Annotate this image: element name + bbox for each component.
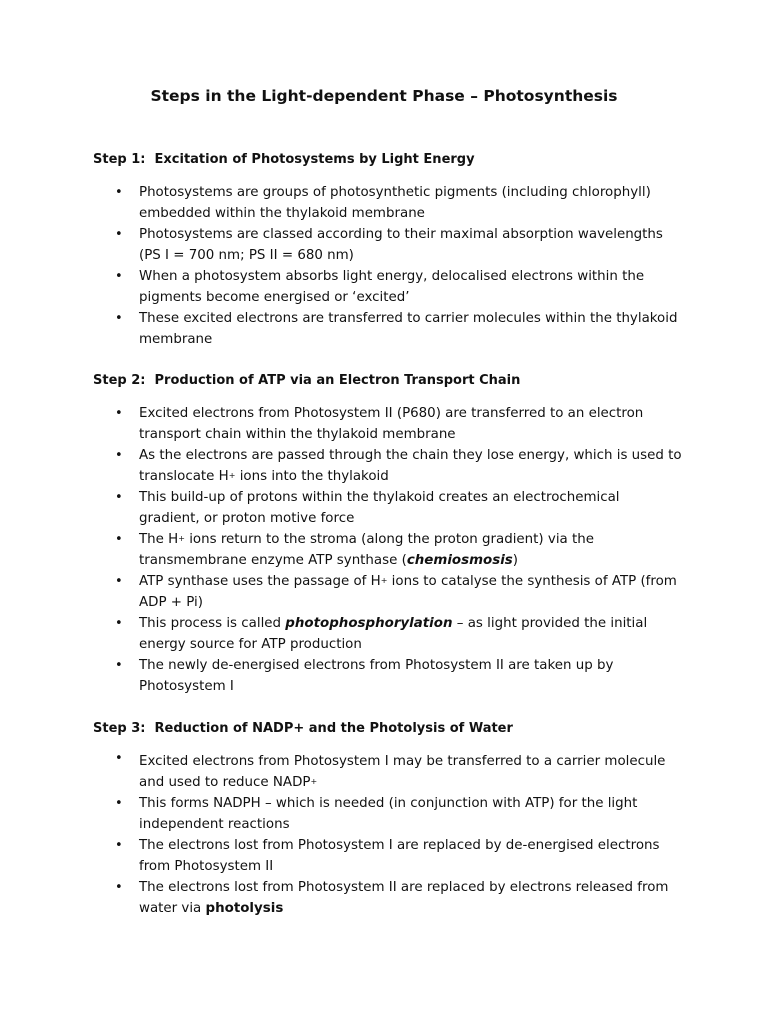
list-item: • These excited electrons are transferred to carrier molecules within the thylakoid membrane: [93, 308, 683, 350]
list-item: • ATP synthase uses the passage of H+ ions to catalyse the synthesis of ATP (from ADP + Pi): [93, 571, 683, 613]
list-item: • Excited electrons from Photosystem I may be transferred to a carrier molecule and used to reduce NADP+: [93, 751, 683, 793]
step-1-heading: Step 1: Excitation of Photosystems by Light Energy: [93, 152, 475, 167]
bullet-icon: •: [115, 658, 123, 673]
list-item: • When a photosystem absorbs light energy, delocalised electrons within the pigments become energised or ‘excited’: [93, 266, 683, 308]
bullet-icon: •: [115, 574, 123, 589]
bullet-icon: •: [115, 796, 123, 811]
photophosphorylation-term: photophosphorylation: [285, 616, 453, 631]
chemiosmosis-term: chemiosmosis: [406, 553, 513, 568]
bullet-icon: •: [115, 490, 123, 505]
bullet-icon: •: [115, 880, 123, 895]
list-item: • This forms NADPH – which is needed (in conjunction with ATP) for the light independent reactions: [93, 793, 683, 835]
list-item: • As the electrons are passed through the chain they lose energy, which is used to translocate H+ ions into the thylakoid: [93, 445, 683, 487]
list-item: • Photosystems are groups of photosynthetic pigments (including chlorophyll) embedded within the thylakoid membrane: [93, 182, 683, 224]
step-1-list: [93, 182, 683, 350]
list-item: • The electrons lost from Photosystem II are replaced by electrons released from water via photolysis: [93, 877, 683, 919]
step-2-list: [93, 403, 683, 697]
bullet-icon: •: [115, 406, 123, 421]
list-item: • The H+ ions return to the stroma (along the proton gradient) via the transmembrane enzyme ATP synthase (chemiosmosis): [93, 529, 683, 571]
list-item: • The newly de-energised electrons from Photosystem II are taken up by Photosystem I: [93, 655, 683, 697]
bullet-icon: •: [115, 751, 123, 766]
bullet-icon: •: [115, 616, 123, 631]
list-item: • This process is called photophosphorylation – as light provided the initial energy source for ATP production: [93, 613, 683, 655]
bullet-icon: •: [115, 532, 123, 547]
step-2-heading: Step 2: Production of ATP via an Electron Transport Chain: [93, 373, 521, 388]
bullet-icon: •: [115, 227, 123, 242]
list-item: • This build-up of protons within the thylakoid creates an electrochemical gradient, or proton motive force: [93, 487, 683, 529]
bullet-icon: •: [115, 448, 123, 463]
bullet-icon: •: [115, 838, 123, 853]
list-item: • The electrons lost from Photosystem I are replaced by de-energised electrons from Photosystem II: [93, 835, 683, 877]
bullet-icon: •: [115, 185, 123, 200]
list-item: • Photosystems are classed according to their maximal absorption wavelengths (PS I = 700 nm; PS II = 680 nm): [93, 224, 683, 266]
step-3-heading: Step 3: Reduction of NADP+ and the Photolysis of Water: [93, 721, 513, 736]
list-item: • Excited electrons from Photosystem II (P680) are transferred to an electron transport chain within the thylakoid membrane: [93, 403, 683, 445]
bullet-icon: •: [115, 269, 123, 284]
page-title: Steps in the Light-dependent Phase – Photosynthesis: [150, 87, 618, 105]
bullet-icon: •: [115, 311, 123, 326]
step-3-list: [93, 751, 683, 919]
photolysis-term: photolysis: [205, 901, 284, 916]
